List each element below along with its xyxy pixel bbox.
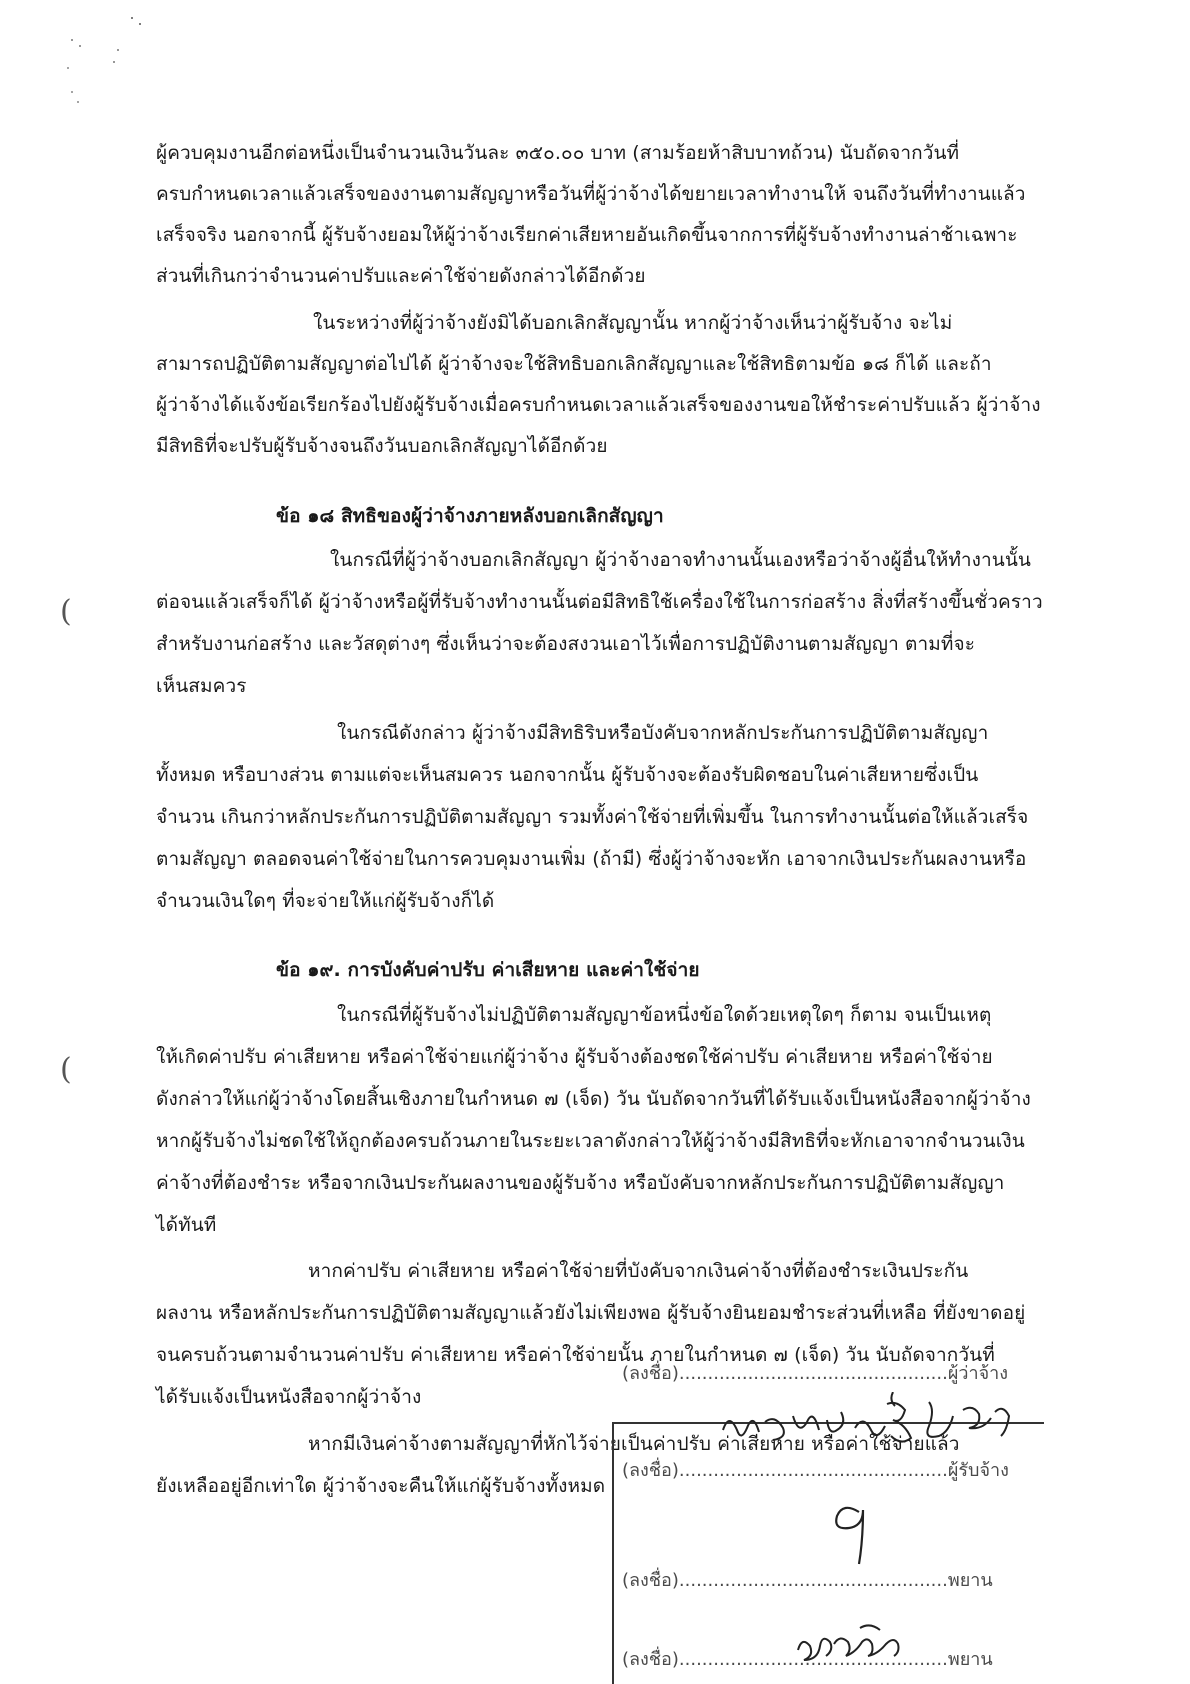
section-18-p1-line-3: สำหรับงานก่อสร้าง และวัสดุต่างๆ ซึ่งเห็นว่าจะต้องสงวนเอาไว้เพื่อการปฏิบัติงานตามสัญญา ตามที่จะ (156, 633, 976, 655)
handwritten-signature-witness-1 (815, 1492, 885, 1572)
section-18-p2-line-2: ทั้งหมด หรือบางส่วน ตามแต่จะเห็นสมควร นอกจากนั้น ผู้รับจ้างจะต้องรับผิดชอบในค่าเสียหายซึ่งเป็น (156, 764, 979, 786)
section-18-p1-line-4: เห็นสมควร (156, 675, 247, 697)
section-19-p3-line-1: หากมีเงินค่าจ้างตามสัญญาที่หักไว้จ่ายเป็นค่าปรับ ค่าเสียหาย หรือค่าใช้จ่ายแล้ว (308, 1433, 960, 1455)
paragraph-1-line-3: เสร็จจริง นอกจากนี้ ผู้รับจ้างยอมให้ผู้ว่าจ้างเรียกค่าเสียหายอันเกิดขึ้นจากการที่ผู้รับจ้างทำงานล่าช้าเฉพาะ (156, 224, 1018, 246)
paragraph-2-line-4: มีสิทธิที่จะปรับผู้รับจ้างจนถึงวันบอกเลิกสัญญาได้อีกด้วย (156, 435, 608, 457)
scan-specks (60, 10, 150, 110)
section-19-heading: ข้อ ๑๙. การบังคับค่าปรับ ค่าเสียหาย และค่าใช้จ่าย (276, 959, 700, 981)
margin-mark: ( (60, 594, 72, 629)
margin-mark: ( (60, 1052, 72, 1087)
section-19-p2-line-4: ได้รับแจ้งเป็นหนังสือจากผู้ว่าจ้าง (156, 1386, 422, 1408)
section-19-p2-line-2: ผลงาน หรือหลักประกันการปฏิบัติตามสัญญาแล้วยังไม่เพียงพอ ผู้รับจ้างยินยอมชำระส่วนที่เหลือ ที่ยังขาดอยู่ (156, 1302, 1026, 1324)
section-18-heading: ข้อ ๑๘ สิทธิของผู้ว่าจ้างภายหลังบอกเลิกสัญญา (276, 505, 664, 527)
section-18-p2-line-3: จำนวน เกินกว่าหลักประกันการปฏิบัติตามสัญญา รวมทั้งค่าใช้จ่ายที่เพิ่มขึ้น ในการทำงานนั้นต่อให้แล้วเสร็จ (156, 806, 1029, 828)
section-19-p3-line-2: ยังเหลืออยู่อีกเท่าใด ผู้ว่าจ้างจะคืนให้แก่ผู้รับจ้างทั้งหมด (156, 1475, 606, 1497)
section-19-p1-line-3: ดังกล่าวให้แก่ผู้ว่าจ้างโดยสิ้นเชิงภายในกำหนด ๗ (เจ็ด) วัน นับถัดจากวันที่ได้รับแจ้งเป็นหนังสือจากผู้ว่าจ้าง (156, 1088, 1031, 1110)
section-19-p1-line-2: ให้เกิดค่าปรับ ค่าเสียหาย หรือค่าใช้จ่ายแก่ผู้ว่าจ้าง ผู้รับจ้างต้องชดใช้ค่าปรับ ค่าเสียหาย หรือค่าใช้จ่าย (156, 1046, 993, 1068)
section-19-p1-line-4: หากผู้รับจ้างไม่ชดใช้ให้ถูกต้องครบถ้วนภายในระยะเวลาดังกล่าวให้ผู้ว่าจ้างมีสิทธิที่จะหักเอาจากจำนวนเงิน (156, 1130, 1025, 1152)
handwritten-signature-employer (715, 1392, 1045, 1462)
paragraph-1-line-1: ผู้ควบคุมงานอีกต่อหนึ่งเป็นจำนวนเงินวันละ ๓๕๐.๐๐ บาท (สามร้อยห้าสิบบาทถ้วน) นับถัดจากวันที่ (156, 142, 960, 164)
section-19-p1-line-5: ค่าจ้างที่ต้องชำระ หรือจากเงินประกันผลงานของผู้รับจ้าง หรือบังคับจากหลักประกันการปฏิบัติตามสัญญา (156, 1172, 1005, 1194)
section-19-p1-line-1: ในกรณีที่ผู้รับจ้างไม่ปฏิบัติตามสัญญาข้อหนึ่งข้อใดด้วยเหตุใดๆ ก็ตาม จนเป็นเหตุ (337, 1004, 992, 1026)
section-18-p2-line-4: ตามสัญญา ตลอดจนค่าใช้จ่ายในการควบคุมงานเพิ่ม (ถ้ามี) ซึ่งผู้ว่าจ้างจะหัก เอาจากเงินประกันผลงานหรือ (156, 848, 1027, 870)
signature-line-contractor: (ลงชื่อ)...............................................ผู้รับจ้าง (622, 1460, 1009, 1481)
section-18-p2-line-5: จำนวนเงินใดๆ ที่จะจ่ายให้แก่ผู้รับจ้างก็ได้ (156, 890, 495, 912)
signature-line-employer: (ลงชื่อ)...............................................ผู้ว่าจ้าง (622, 1363, 1009, 1384)
paragraph-2-line-1: ในระหว่างที่ผู้ว่าจ้างยังมิได้บอกเลิกสัญญานั้น หากผู้ว่าจ้างเห็นว่าผู้รับจ้าง จะไม่ (313, 312, 953, 334)
signature-line-witness-2: (ลงชื่อ)...............................................พยาน (622, 1649, 993, 1670)
section-18-p1-line-1: ในกรณีที่ผู้ว่าจ้างบอกเลิกสัญญา ผู้ว่าจ้างอาจทำงานนั้นเองหรือว่าจ้างผู้อื่นให้ทำงานนั้น (330, 549, 1032, 571)
handwritten-signature-witness-2 (790, 1620, 930, 1670)
section-18-p1-line-2: ต่อจนแล้วเสร็จก็ได้ ผู้ว่าจ้างหรือผู้ที่รับจ้างทำงานนั้นต่อมีสิทธิใช้เครื่องใช้ในการก่อสร้าง สิ่งที่สร้างขึ้นชั่วคราว (156, 591, 1043, 613)
section-19-p1-line-6: ได้ทันที (156, 1214, 217, 1236)
paragraph-1-line-2: ครบกำหนดเวลาแล้วเสร็จของงานตามสัญญาหรือวันที่ผู้ว่าจ้างได้ขยายเวลาทำงานให้ จนถึงวันที่ทำงานแล้ว (156, 183, 1026, 205)
paragraph-2-line-2: สามารถปฏิบัติตามสัญญาต่อไปได้ ผู้ว่าจ้างจะใช้สิทธิบอกเลิกสัญญาและใช้สิทธิตามข้อ ๑๘ ก็ได้ และถ้า (156, 353, 992, 375)
section-19-p2-line-1: หากค่าปรับ ค่าเสียหาย หรือค่าใช้จ่ายที่บังคับจากเงินค่าจ้างที่ต้องชำระเงินประกัน (308, 1260, 969, 1282)
paragraph-1-line-4: ส่วนที่เกินกว่าจำนวนค่าปรับและค่าใช้จ่ายดังกล่าวได้อีกด้วย (156, 265, 646, 287)
signature-line-witness-1: (ลงชื่อ)...............................................พยาน (622, 1570, 993, 1591)
section-18-p2-line-1: ในกรณีดังกล่าว ผู้ว่าจ้างมีสิทธิริบหรือบังคับจากหลักประกันการปฏิบัติตามสัญญา (337, 722, 989, 744)
paragraph-2-line-3: ผู้ว่าจ้างได้แจ้งข้อเรียกร้องไปยังผู้รับจ้างเมื่อครบกำหนดเวลาแล้วเสร็จของงานขอให้ชำระค่าปรับแล้ว ผู้ว่าจ้าง (156, 394, 1041, 416)
section-19-p2-line-3: จนครบถ้วนตามจำนวนค่าปรับ ค่าเสียหาย หรือค่าใช้จ่ายนั้น ภายในกำหนด ๗ (เจ็ด) วัน นับถัดจากวันที่ (156, 1344, 995, 1366)
